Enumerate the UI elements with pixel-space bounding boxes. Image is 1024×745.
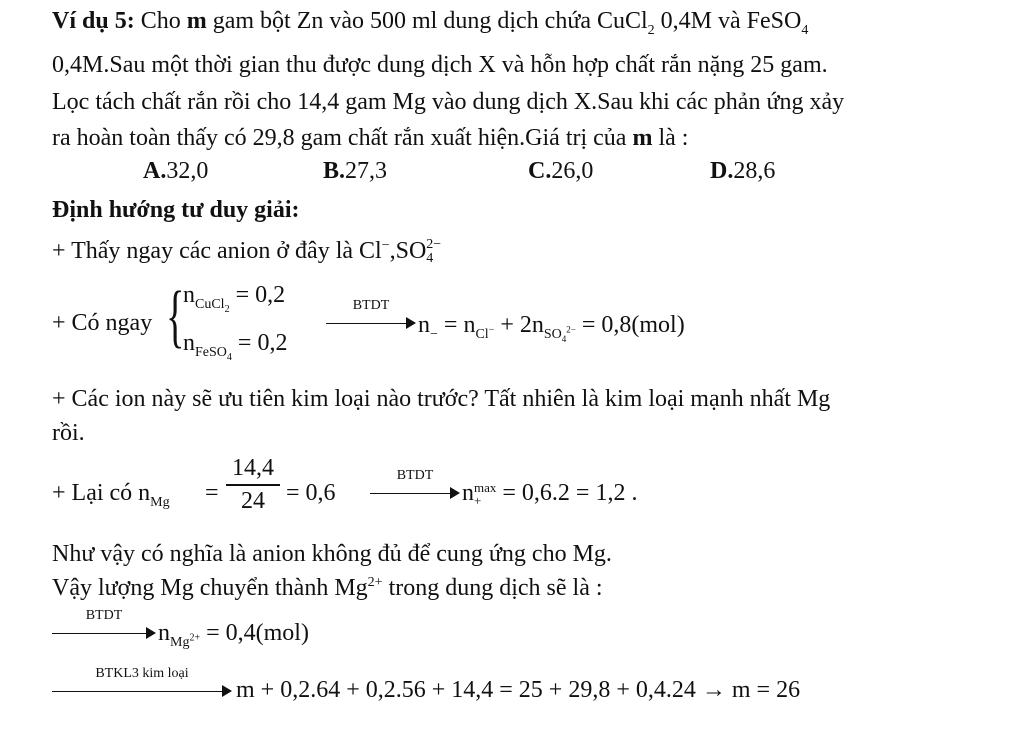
n-feso4: $n_{FeSO_4} = 0,2$ — [183, 330, 288, 363]
solution-anions: + Thấy ngay các anion ở đây là Cl−,SO 2− 4 — [52, 237, 442, 267]
example-label: Ví dụ 5: — [52, 8, 135, 34]
solution-conclusion-1: Như vậy có nghĩa là anion không đủ để cung ứng cho Mg. — [52, 541, 612, 567]
n-mg-value: = 0,6 — [286, 480, 336, 506]
solution-priority-2: rồi. — [52, 420, 85, 446]
option-a: A.32,0 — [143, 158, 209, 184]
arrow-btkl: BTKL3 kim loại — [52, 682, 232, 702]
option-d: D.28,6 — [710, 158, 776, 184]
solution-lai-co: + Lại có $n_{Mg}$ — [52, 480, 170, 510]
option-c: C.26,0 — [528, 158, 594, 184]
problem-line-2: 0,4M.Sau một thời gian thu được dung dịch X và hỗn hợp chất rắn nặng 25 gam. — [52, 52, 828, 78]
solution-co-ngay: + Có ngay — [52, 310, 153, 336]
arrow-btdt-3: BTDT — [52, 624, 156, 644]
problem-line-4: ra hoàn toàn thấy có 29,8 gam chất rắn xuất hiện.Giá trị của m là : — [52, 125, 689, 151]
solution-priority-1: + Các ion này sẽ ưu tiên kim loại nào trước? Tất nhiên là kim loại mạnh nhất Mg — [52, 386, 831, 412]
fraction-mg: 14,4 24 — [226, 455, 280, 515]
document-page: Ví dụ 5: Cho m gam bột Zn vào 500 ml dung dịch chứa CuCl$_2$ 0,4M và FeSO$_4$ 0,4M.Sau một thời gian thu được dung dịch X và hỗn hợp chất rắn nặng 25 gam. Lọc tách chất rắn rồi cho 14,4 gam Mg vào dung dịch X.Sau khi các phản ứng xảy ra hoàn toàn thấy có 29,8 gam chất rắn xuất hiện.Giá trị của m là : A.32,0 B.27,3 C.26,0 D.28,6 Định hướng tư duy giải: + Thấy ngay các anion ở đây là Cl−,SO 2− 4 + Có ngay { $n_{CuCl_2} = 0,2$ $n_{FeSO_4} = 0,2$ BTDT $n_- = n_{Cl^-} + 2n_{SO_4^{2-}} = 0,8(mol)$ + Các ion này sẽ ưu tiên kim loại nào trước? Tất nhiên là kim loại mạnh nhất Mg rồi. + Lại có $n_{Mg}$ = 14,4 24 = 0,6 BTDT n max + = 0,6.2 = 1,2 . Như vậy có nghĩa là anion không đủ để cung ứng cho Mg. Vậy lượng Mg chuyển thành $Mg^{2+}$ trong dung dịch sẽ là : BTDT $n_{Mg^{2+}} = 0,4(mol)$ BTKL3 kim loại m + 0,2.64 + 0,2.56 + 14,4 = 25 + 29,8 + 0,4.24 → m = 26 — [52, 8, 845, 703]
arrow-btdt-2: BTDT — [370, 484, 460, 504]
mass-balance-eq: m + 0,2.64 + 0,2.56 + 14,4 = 25 + 29,8 + 0,4.24 → m = 26 — [236, 677, 801, 703]
problem-line-3: Lọc tách chất rắn rồi cho 14,4 gam Mg vào dung dịch X.Sau khi các phản ứng xảy — [52, 89, 845, 115]
solution-conclusion-2: Vậy lượng Mg chuyển thành $Mg^{2+}$ trong dung dịch sẽ là : — [52, 575, 603, 601]
arrow-btdt-1: BTDT — [326, 314, 416, 334]
charge-balance-eq: $n_- = n_{Cl^-} + 2n_{SO_4^{2-}} = 0,8(mol)$ — [418, 312, 685, 344]
brace-symbol: { — [166, 278, 185, 355]
n-mg2plus: $n_{Mg^{2+}} = 0,4(mol)$ — [158, 620, 309, 650]
n-cucl2: $n_{CuCl_2} = 0,2$ — [183, 282, 286, 315]
n-plus-max: n max + = 0,6.2 = 1,2 . — [462, 480, 638, 509]
solution-heading: Định hướng tư duy giải: — [52, 197, 300, 223]
problem-line-1: Ví dụ 5: Cho m gam bột Zn vào 500 ml dung dịch chứa CuCl$_2$ 0,4M và FeSO$_4$ — [52, 8, 809, 38]
option-b: B.27,3 — [323, 158, 388, 184]
